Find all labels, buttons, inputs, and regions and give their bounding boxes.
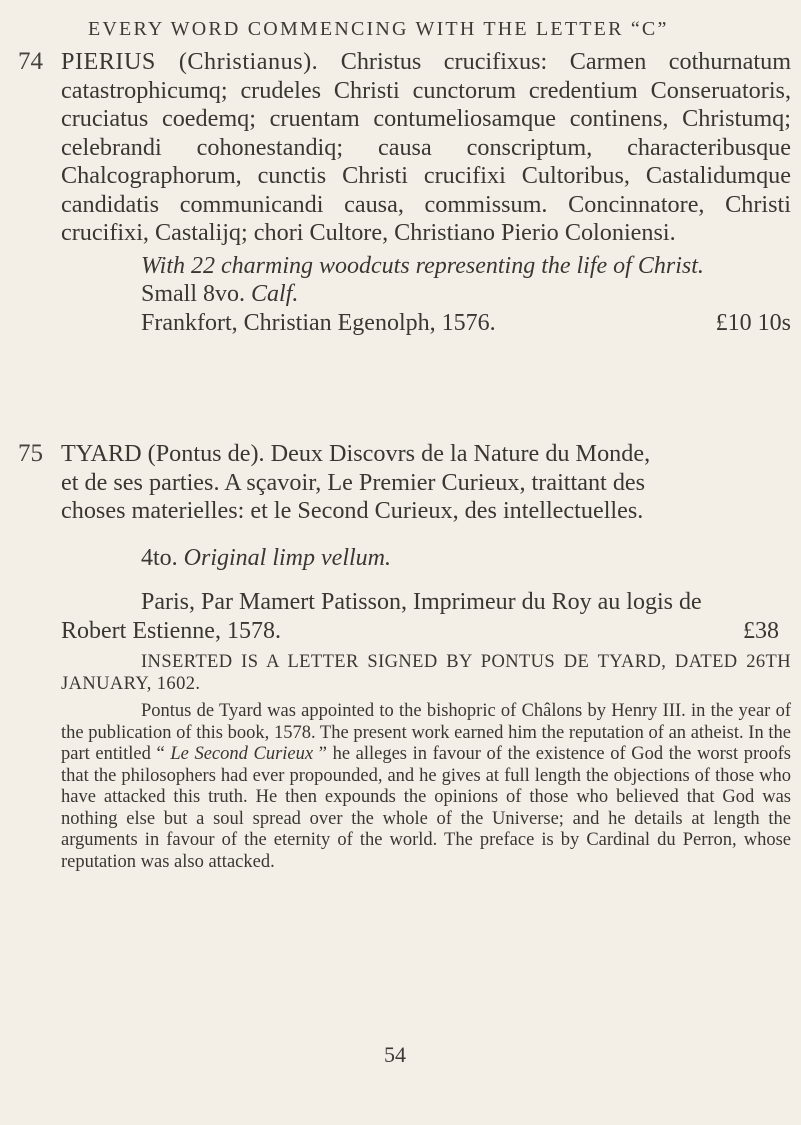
entry-title-line: TYARD (Pontus de). Deux Discovrs de la Nature du Monde,: [61, 440, 651, 467]
entry-price: £38: [743, 617, 779, 644]
entry-imprint-text: Robert Estienne, 1578.: [61, 617, 281, 644]
entry-imprint: [141, 309, 791, 338]
entry-inserted-note: INSERTED IS A LETTER SIGNED BY PONTUS DE TYARD, DATED 26TH JANUARY, 1602.: [61, 652, 791, 694]
entry-format-size: 4to.: [141, 544, 184, 571]
entry-title-line: choses materielles: et le Second Curieux, des intellectuelles.: [61, 497, 644, 524]
page-number: 54: [384, 1042, 406, 1067]
entry-number: 75: [18, 440, 43, 467]
entry-format-binding: Calf.: [251, 281, 299, 307]
entry-price: £10 10s: [715, 309, 791, 336]
entry-imprint-text: Frankfort, Christian Egenolph, 1576.: [141, 309, 496, 336]
entry-note: [61, 701, 791, 873]
entry-title-line: et de ses parties. A sçavoir, Le Premier Curieux, traittant des: [61, 468, 646, 496]
entry-imprint-line: Paris, Par Mamert Patisson, Imprimeur du Roy au logis de: [141, 589, 702, 615]
entry-format: [141, 544, 791, 573]
entry-number: 74: [18, 48, 43, 75]
entry-body: [61, 440, 791, 873]
note-text: Pontus de Tyard was appointed to the bishopric of Châlons by Henry III. in the year of the publication of this book, 1578. The present work earned him the reputation of an atheist. In the part entitled “: [61, 701, 791, 764]
entry-title-text: Christus crucifixus: Carmen cothurnatum catastrophicumq; crudeles Christi cunctorum credentium Conseruatoris, cruciatus coedemq; cruentam contumeliosamque continens, Christumq; celebrandi cohonestandiq; causa conscriptum, characteribusque Chalcographorum, cunctis Christi crucifixi Cultoribus, Castalidumque candidatis communicandi causa, commissum. Concinnatore, Christi crucifixi, Castalijq; chori Cultore, Christiano Pierio Coloniensi.: [61, 48, 792, 246]
entry-format-size: Small 8vo.: [141, 281, 252, 307]
entry-format-binding: Original limp vellum.: [183, 544, 391, 571]
running-head: EVERY WORD COMMENCING WITH THE LETTER “C”: [88, 18, 669, 40]
entry-description: With 22 charming woodcuts representing the life of Christ.: [141, 252, 704, 279]
entry-imprint-line: [61, 617, 791, 646]
entry-format: [141, 280, 791, 309]
note-italic-title: Le Second Curieux: [170, 744, 314, 764]
note-text: ” he alleges in favour of the existence of God the worst proofs that the philosophers had ever propounded, and he gives at full length the objections of those who have attacked this truth. He then expounds the opinions of those who believed that God was nothing else but a soul spread over the whole of the Universe; and he details at length the arguments in favour of the eternity of the world. The preface is by Cardinal du Perron, whose reputation was also attacked.: [61, 744, 791, 872]
entry-author: PIERIUS (Christianus).: [61, 48, 319, 75]
entry-title: [61, 48, 791, 248]
entry-body: [61, 48, 791, 337]
